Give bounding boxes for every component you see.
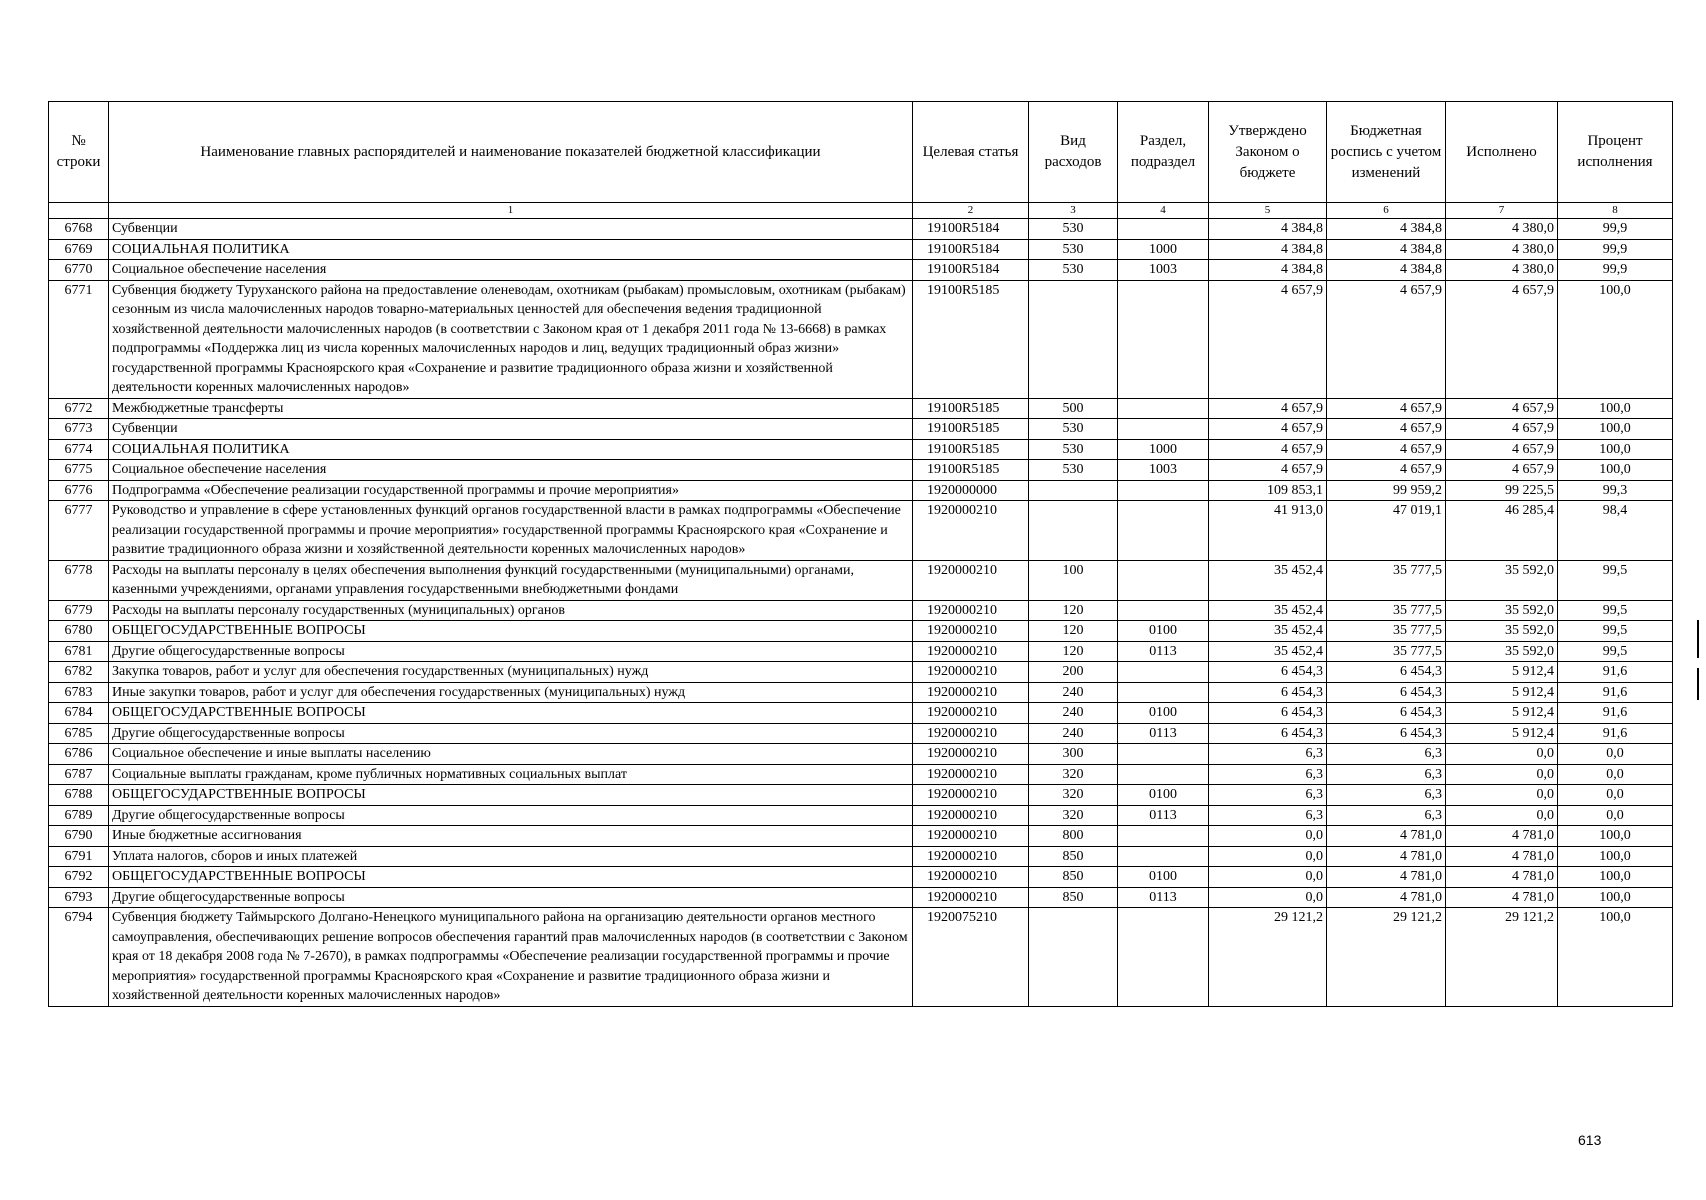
row-target-article: 1920000210 [913, 641, 1029, 662]
row-percent: 100,0 [1558, 867, 1673, 888]
row-number: 6773 [49, 419, 109, 440]
column-number [49, 203, 109, 219]
row-approved: 4 657,9 [1209, 460, 1327, 481]
row-target-article: 1920000210 [913, 600, 1029, 621]
row-executed: 4 657,9 [1446, 460, 1558, 481]
row-approved: 4 657,9 [1209, 419, 1327, 440]
row-budget: 35 777,5 [1327, 560, 1446, 600]
row-target-article: 1920000210 [913, 805, 1029, 826]
row-budget: 6 454,3 [1327, 703, 1446, 724]
row-expense-type: 300 [1029, 744, 1118, 765]
row-executed: 35 592,0 [1446, 600, 1558, 621]
row-name: Другие общегосударственные вопросы [109, 887, 913, 908]
row-budget: 6 454,3 [1327, 682, 1446, 703]
row-expense-type: 240 [1029, 682, 1118, 703]
row-number: 6777 [49, 501, 109, 561]
row-target-article: 1920000000 [913, 480, 1029, 501]
row-target-article: 1920000210 [913, 501, 1029, 561]
row-number: 6770 [49, 260, 109, 281]
row-section [1118, 744, 1209, 765]
row-section: 1000 [1118, 439, 1209, 460]
row-name: ОБЩЕГОСУДАРСТВЕННЫЕ ВОПРОСЫ [109, 785, 913, 806]
row-name: Социальное обеспечение и иные выплаты населению [109, 744, 913, 765]
row-section: 0100 [1118, 621, 1209, 642]
row-name: СОЦИАЛЬНАЯ ПОЛИТИКА [109, 439, 913, 460]
row-percent: 99,9 [1558, 239, 1673, 260]
row-budget: 35 777,5 [1327, 641, 1446, 662]
column-number: 7 [1446, 203, 1558, 219]
row-executed: 4 657,9 [1446, 280, 1558, 398]
row-target-article: 19100R5184 [913, 239, 1029, 260]
table-row [49, 560, 1673, 600]
row-number: 6793 [49, 887, 109, 908]
row-name: Подпрограмма «Обеспечение реализации государственной программы и прочие мероприятия» [109, 480, 913, 501]
row-approved: 4 384,8 [1209, 239, 1327, 260]
table-row [49, 826, 1673, 847]
row-approved: 0,0 [1209, 846, 1327, 867]
table-row [49, 703, 1673, 724]
table-row [49, 867, 1673, 888]
row-number: 6792 [49, 867, 109, 888]
row-number: 6786 [49, 744, 109, 765]
table-row [49, 621, 1673, 642]
row-expense-type: 530 [1029, 219, 1118, 240]
row-number: 6789 [49, 805, 109, 826]
row-percent: 100,0 [1558, 280, 1673, 398]
row-percent: 0,0 [1558, 764, 1673, 785]
row-executed: 5 912,4 [1446, 703, 1558, 724]
row-expense-type: 320 [1029, 764, 1118, 785]
table-row [49, 641, 1673, 662]
row-number: 6788 [49, 785, 109, 806]
row-approved: 4 657,9 [1209, 439, 1327, 460]
row-name: Расходы на выплаты персоналу в целях обеспечения выполнения функций государственными (муниципальными) органами, казенными учреждениями, органами управления государственными внебюджетными фондами [109, 560, 913, 600]
row-expense-type: 120 [1029, 600, 1118, 621]
row-section: 0113 [1118, 805, 1209, 826]
row-number: 6778 [49, 560, 109, 600]
table-row [49, 219, 1673, 240]
row-name: СОЦИАЛЬНАЯ ПОЛИТИКА [109, 239, 913, 260]
row-executed: 99 225,5 [1446, 480, 1558, 501]
row-section: 0113 [1118, 723, 1209, 744]
table-row [49, 480, 1673, 501]
row-approved: 4 657,9 [1209, 398, 1327, 419]
row-executed: 35 592,0 [1446, 641, 1558, 662]
row-name: ОБЩЕГОСУДАРСТВЕННЫЕ ВОПРОСЫ [109, 621, 913, 642]
row-approved: 0,0 [1209, 826, 1327, 847]
row-target-article: 19100R5184 [913, 219, 1029, 240]
row-target-article: 1920000210 [913, 621, 1029, 642]
row-percent: 99,5 [1558, 560, 1673, 600]
row-executed: 4 380,0 [1446, 260, 1558, 281]
row-expense-type [1029, 908, 1118, 1007]
row-expense-type: 530 [1029, 239, 1118, 260]
row-budget: 4 657,9 [1327, 280, 1446, 398]
row-target-article: 1920000210 [913, 723, 1029, 744]
row-budget: 35 777,5 [1327, 600, 1446, 621]
row-expense-type: 530 [1029, 439, 1118, 460]
row-percent: 99,5 [1558, 600, 1673, 621]
row-section: 1003 [1118, 460, 1209, 481]
row-name: Другие общегосударственные вопросы [109, 641, 913, 662]
row-section [1118, 764, 1209, 785]
row-name: Другие общегосударственные вопросы [109, 805, 913, 826]
row-expense-type: 530 [1029, 419, 1118, 440]
header-percent: Процент исполнения [1558, 102, 1673, 203]
row-target-article: 19100R5185 [913, 398, 1029, 419]
row-budget: 99 959,2 [1327, 480, 1446, 501]
row-expense-type: 200 [1029, 662, 1118, 683]
header-razd: Раздел, подраздел [1118, 102, 1209, 203]
row-approved: 6 454,3 [1209, 682, 1327, 703]
table-row [49, 662, 1673, 683]
table-row [49, 846, 1673, 867]
row-percent: 99,5 [1558, 621, 1673, 642]
table-row [49, 439, 1673, 460]
table-row [49, 460, 1673, 481]
row-budget: 47 019,1 [1327, 501, 1446, 561]
row-budget: 4 781,0 [1327, 867, 1446, 888]
row-approved: 0,0 [1209, 887, 1327, 908]
row-approved: 29 121,2 [1209, 908, 1327, 1007]
row-budget: 29 121,2 [1327, 908, 1446, 1007]
row-expense-type [1029, 501, 1118, 561]
row-approved: 6,3 [1209, 785, 1327, 806]
row-number: 6774 [49, 439, 109, 460]
row-target-article: 1920000210 [913, 887, 1029, 908]
row-expense-type: 100 [1029, 560, 1118, 600]
table-row [49, 501, 1673, 561]
row-name: Иные бюджетные ассигнования [109, 826, 913, 847]
row-executed: 0,0 [1446, 785, 1558, 806]
row-executed: 5 912,4 [1446, 662, 1558, 683]
row-executed: 4 380,0 [1446, 239, 1558, 260]
row-target-article: 1920000210 [913, 826, 1029, 847]
column-number: 1 [109, 203, 913, 219]
row-budget: 35 777,5 [1327, 621, 1446, 642]
table-row [49, 764, 1673, 785]
row-percent: 100,0 [1558, 887, 1673, 908]
row-expense-type: 240 [1029, 703, 1118, 724]
row-target-article: 1920075210 [913, 908, 1029, 1007]
row-executed: 4 781,0 [1446, 867, 1558, 888]
row-name: Иные закупки товаров, работ и услуг для обеспечения государственных (муниципальных) нужд [109, 682, 913, 703]
row-executed: 35 592,0 [1446, 560, 1558, 600]
row-expense-type: 850 [1029, 887, 1118, 908]
row-percent: 100,0 [1558, 846, 1673, 867]
row-section [1118, 560, 1209, 600]
table-row [49, 723, 1673, 744]
row-number: 6783 [49, 682, 109, 703]
row-expense-type: 530 [1029, 460, 1118, 481]
row-name: Социальное обеспечение населения [109, 460, 913, 481]
row-section: 1000 [1118, 239, 1209, 260]
row-section [1118, 682, 1209, 703]
row-target-article: 19100R5185 [913, 419, 1029, 440]
row-name: Уплата налогов, сборов и иных платежей [109, 846, 913, 867]
row-executed: 5 912,4 [1446, 682, 1558, 703]
row-budget: 4 384,8 [1327, 260, 1446, 281]
row-number: 6781 [49, 641, 109, 662]
row-executed: 4 657,9 [1446, 419, 1558, 440]
row-executed: 4 781,0 [1446, 826, 1558, 847]
row-number: 6791 [49, 846, 109, 867]
row-target-article: 1920000210 [913, 867, 1029, 888]
row-percent: 100,0 [1558, 439, 1673, 460]
row-percent: 91,6 [1558, 682, 1673, 703]
row-target-article: 1920000210 [913, 764, 1029, 785]
row-section [1118, 398, 1209, 419]
row-executed: 4 380,0 [1446, 219, 1558, 240]
row-expense-type: 320 [1029, 805, 1118, 826]
row-section [1118, 826, 1209, 847]
row-approved: 4 657,9 [1209, 280, 1327, 398]
row-number: 6790 [49, 826, 109, 847]
row-executed: 4 781,0 [1446, 887, 1558, 908]
row-expense-type: 800 [1029, 826, 1118, 847]
row-percent: 99,3 [1558, 480, 1673, 501]
row-executed: 35 592,0 [1446, 621, 1558, 642]
row-target-article: 1920000210 [913, 560, 1029, 600]
row-section [1118, 219, 1209, 240]
column-number: 4 [1118, 203, 1209, 219]
row-budget: 4 384,8 [1327, 239, 1446, 260]
row-section: 0113 [1118, 641, 1209, 662]
row-percent: 100,0 [1558, 908, 1673, 1007]
row-approved: 6 454,3 [1209, 703, 1327, 724]
row-number: 6779 [49, 600, 109, 621]
row-number: 6784 [49, 703, 109, 724]
table-row [49, 260, 1673, 281]
column-number: 8 [1558, 203, 1673, 219]
row-budget: 6,3 [1327, 805, 1446, 826]
row-percent: 99,9 [1558, 219, 1673, 240]
row-approved: 4 384,8 [1209, 219, 1327, 240]
row-number: 6782 [49, 662, 109, 683]
budget-table [48, 101, 1673, 1007]
header-vid: Вид расходов [1029, 102, 1118, 203]
row-section: 0100 [1118, 867, 1209, 888]
scan-edge-mark [1697, 620, 1699, 658]
row-expense-type [1029, 480, 1118, 501]
row-executed: 4 657,9 [1446, 439, 1558, 460]
row-budget: 4 781,0 [1327, 826, 1446, 847]
row-approved: 4 384,8 [1209, 260, 1327, 281]
row-section: 1003 [1118, 260, 1209, 281]
row-section: 0113 [1118, 887, 1209, 908]
row-target-article: 1920000210 [913, 846, 1029, 867]
row-expense-type: 320 [1029, 785, 1118, 806]
row-approved: 41 913,0 [1209, 501, 1327, 561]
row-percent: 91,6 [1558, 723, 1673, 744]
table-row [49, 419, 1673, 440]
row-target-article: 1920000210 [913, 785, 1029, 806]
row-number: 6771 [49, 280, 109, 398]
row-percent: 100,0 [1558, 419, 1673, 440]
header-row [49, 102, 1673, 203]
row-budget: 4 657,9 [1327, 460, 1446, 481]
row-target-article: 19100R5185 [913, 439, 1029, 460]
table-row [49, 682, 1673, 703]
row-expense-type: 850 [1029, 867, 1118, 888]
row-executed: 0,0 [1446, 764, 1558, 785]
row-percent: 98,4 [1558, 501, 1673, 561]
row-number: 6768 [49, 219, 109, 240]
row-target-article: 1920000210 [913, 703, 1029, 724]
row-percent: 99,9 [1558, 260, 1673, 281]
table-row [49, 600, 1673, 621]
row-approved: 109 853,1 [1209, 480, 1327, 501]
header-approved: Утверждено Законом о бюджете [1209, 102, 1327, 203]
row-number: 6776 [49, 480, 109, 501]
column-number: 5 [1209, 203, 1327, 219]
row-number: 6769 [49, 239, 109, 260]
column-number-row [49, 203, 1673, 219]
row-expense-type [1029, 280, 1118, 398]
row-approved: 35 452,4 [1209, 600, 1327, 621]
row-budget: 4 657,9 [1327, 398, 1446, 419]
row-percent: 91,6 [1558, 703, 1673, 724]
row-name: ОБЩЕГОСУДАРСТВЕННЫЕ ВОПРОСЫ [109, 703, 913, 724]
row-budget: 4 781,0 [1327, 846, 1446, 867]
row-percent: 0,0 [1558, 805, 1673, 826]
row-approved: 35 452,4 [1209, 641, 1327, 662]
row-section [1118, 908, 1209, 1007]
row-target-article: 19100R5185 [913, 460, 1029, 481]
row-approved: 6 454,3 [1209, 723, 1327, 744]
row-budget: 4 781,0 [1327, 887, 1446, 908]
table-row [49, 785, 1673, 806]
column-number: 3 [1029, 203, 1118, 219]
row-target-article: 1920000210 [913, 662, 1029, 683]
column-number: 2 [913, 203, 1029, 219]
row-executed: 4 781,0 [1446, 846, 1558, 867]
row-number: 6787 [49, 764, 109, 785]
table-row [49, 805, 1673, 826]
row-executed: 29 121,2 [1446, 908, 1558, 1007]
row-budget: 6 454,3 [1327, 723, 1446, 744]
row-name: Другие общегосударственные вопросы [109, 723, 913, 744]
row-section [1118, 846, 1209, 867]
header-budget: Бюджетная роспись с учетом изменений [1327, 102, 1446, 203]
row-expense-type: 500 [1029, 398, 1118, 419]
header-num: № строки [49, 102, 109, 203]
row-percent: 99,5 [1558, 641, 1673, 662]
row-approved: 6 454,3 [1209, 662, 1327, 683]
row-approved: 6,3 [1209, 764, 1327, 785]
row-expense-type: 240 [1029, 723, 1118, 744]
row-approved: 35 452,4 [1209, 560, 1327, 600]
row-approved: 6,3 [1209, 744, 1327, 765]
row-section: 0100 [1118, 785, 1209, 806]
row-name: Субвенции [109, 419, 913, 440]
row-executed: 5 912,4 [1446, 723, 1558, 744]
table-row [49, 280, 1673, 398]
row-budget: 6 454,3 [1327, 662, 1446, 683]
row-section [1118, 480, 1209, 501]
row-name: Социальное обеспечение населения [109, 260, 913, 281]
row-percent: 0,0 [1558, 785, 1673, 806]
row-number: 6775 [49, 460, 109, 481]
row-budget: 6,3 [1327, 785, 1446, 806]
column-number: 6 [1327, 203, 1446, 219]
row-section: 0100 [1118, 703, 1209, 724]
row-percent: 100,0 [1558, 460, 1673, 481]
row-expense-type: 120 [1029, 641, 1118, 662]
header-code: Целевая статья [913, 102, 1029, 203]
row-name: Субвенция бюджету Туруханского района на предоставление оленеводам, охотникам (рыбакам) промысловым, охотникам (рыбакам) сезонным из числа малочисленных народов товарно-материальных ценностей для обеспечения ведения традиционной хозяйственной деятельности малочисленных народов (в соответствии с Законом края от 1 декабря 2011 года № 13-6668) в рамках подпрограммы «Поддержка лиц из числа коренных малочисленных народов и лиц, ведущих традиционный образ жизни» государственной программы Красноярского края «Сохранение и развитие традиционного образа жизни и хозяйственной деятельности коренных малочисленных народов» [109, 280, 913, 398]
row-executed: 46 285,4 [1446, 501, 1558, 561]
row-approved: 6,3 [1209, 805, 1327, 826]
scan-edge-mark [1697, 668, 1699, 700]
page-number: 613 [1578, 1132, 1602, 1148]
table-row [49, 887, 1673, 908]
row-budget: 4 657,9 [1327, 419, 1446, 440]
row-target-article: 19100R5184 [913, 260, 1029, 281]
row-percent: 0,0 [1558, 744, 1673, 765]
row-target-article: 1920000210 [913, 682, 1029, 703]
row-approved: 35 452,4 [1209, 621, 1327, 642]
table-row [49, 398, 1673, 419]
row-section [1118, 280, 1209, 398]
row-budget: 6,3 [1327, 764, 1446, 785]
row-number: 6785 [49, 723, 109, 744]
row-budget: 4 384,8 [1327, 219, 1446, 240]
row-section [1118, 662, 1209, 683]
row-budget: 4 657,9 [1327, 439, 1446, 460]
row-section [1118, 600, 1209, 621]
row-name: ОБЩЕГОСУДАРСТВЕННЫЕ ВОПРОСЫ [109, 867, 913, 888]
table-row [49, 908, 1673, 1007]
header-executed: Исполнено [1446, 102, 1558, 203]
row-executed: 0,0 [1446, 744, 1558, 765]
header-name: Наименование главных распорядителей и наименование показателей бюджетной классификации [109, 102, 913, 203]
row-name: Закупка товаров, работ и услуг для обеспечения государственных (муниципальных) нужд [109, 662, 913, 683]
row-section [1118, 501, 1209, 561]
row-percent: 100,0 [1558, 826, 1673, 847]
row-target-article: 1920000210 [913, 744, 1029, 765]
row-executed: 0,0 [1446, 805, 1558, 826]
table-body [49, 219, 1673, 1007]
row-number: 6772 [49, 398, 109, 419]
table-row [49, 239, 1673, 260]
row-name: Субвенция бюджету Таймырского Долгано-Ненецкого муниципального района на организацию деятельности органов местного самоуправления, обеспечивающих решение вопросов обеспечения гарантий прав малочисленных народов (в соответствии с Законом края от 18 декабря 2008 года № 7-2670), в рамках подпрограммы «Обеспечение реализации государственной программы и прочие мероприятия» государственной программы Красноярского края «Сохранение и развитие традиционного образа жизни и хозяйственной деятельности коренных малочисленных народов» [109, 908, 913, 1007]
row-name: Руководство и управление в сфере установленных функций органов государственной власти в рамках подпрограммы «Обеспечение реализации государственной программы и прочие мероприятия» государственной программы Красноярского края «Сохранение и развитие традиционного образа жизни и хозяйственной деятельности коренных малочисленных народов» [109, 501, 913, 561]
row-number: 6780 [49, 621, 109, 642]
row-executed: 4 657,9 [1446, 398, 1558, 419]
row-percent: 100,0 [1558, 398, 1673, 419]
row-expense-type: 850 [1029, 846, 1118, 867]
row-name: Субвенции [109, 219, 913, 240]
row-number: 6794 [49, 908, 109, 1007]
row-expense-type: 530 [1029, 260, 1118, 281]
row-approved: 0,0 [1209, 867, 1327, 888]
row-section [1118, 419, 1209, 440]
row-target-article: 19100R5185 [913, 280, 1029, 398]
row-name: Межбюджетные трансферты [109, 398, 913, 419]
row-budget: 6,3 [1327, 744, 1446, 765]
table-row [49, 744, 1673, 765]
row-expense-type: 120 [1029, 621, 1118, 642]
row-percent: 91,6 [1558, 662, 1673, 683]
row-name: Расходы на выплаты персоналу государственных (муниципальных) органов [109, 600, 913, 621]
row-name: Социальные выплаты гражданам, кроме публичных нормативных социальных выплат [109, 764, 913, 785]
